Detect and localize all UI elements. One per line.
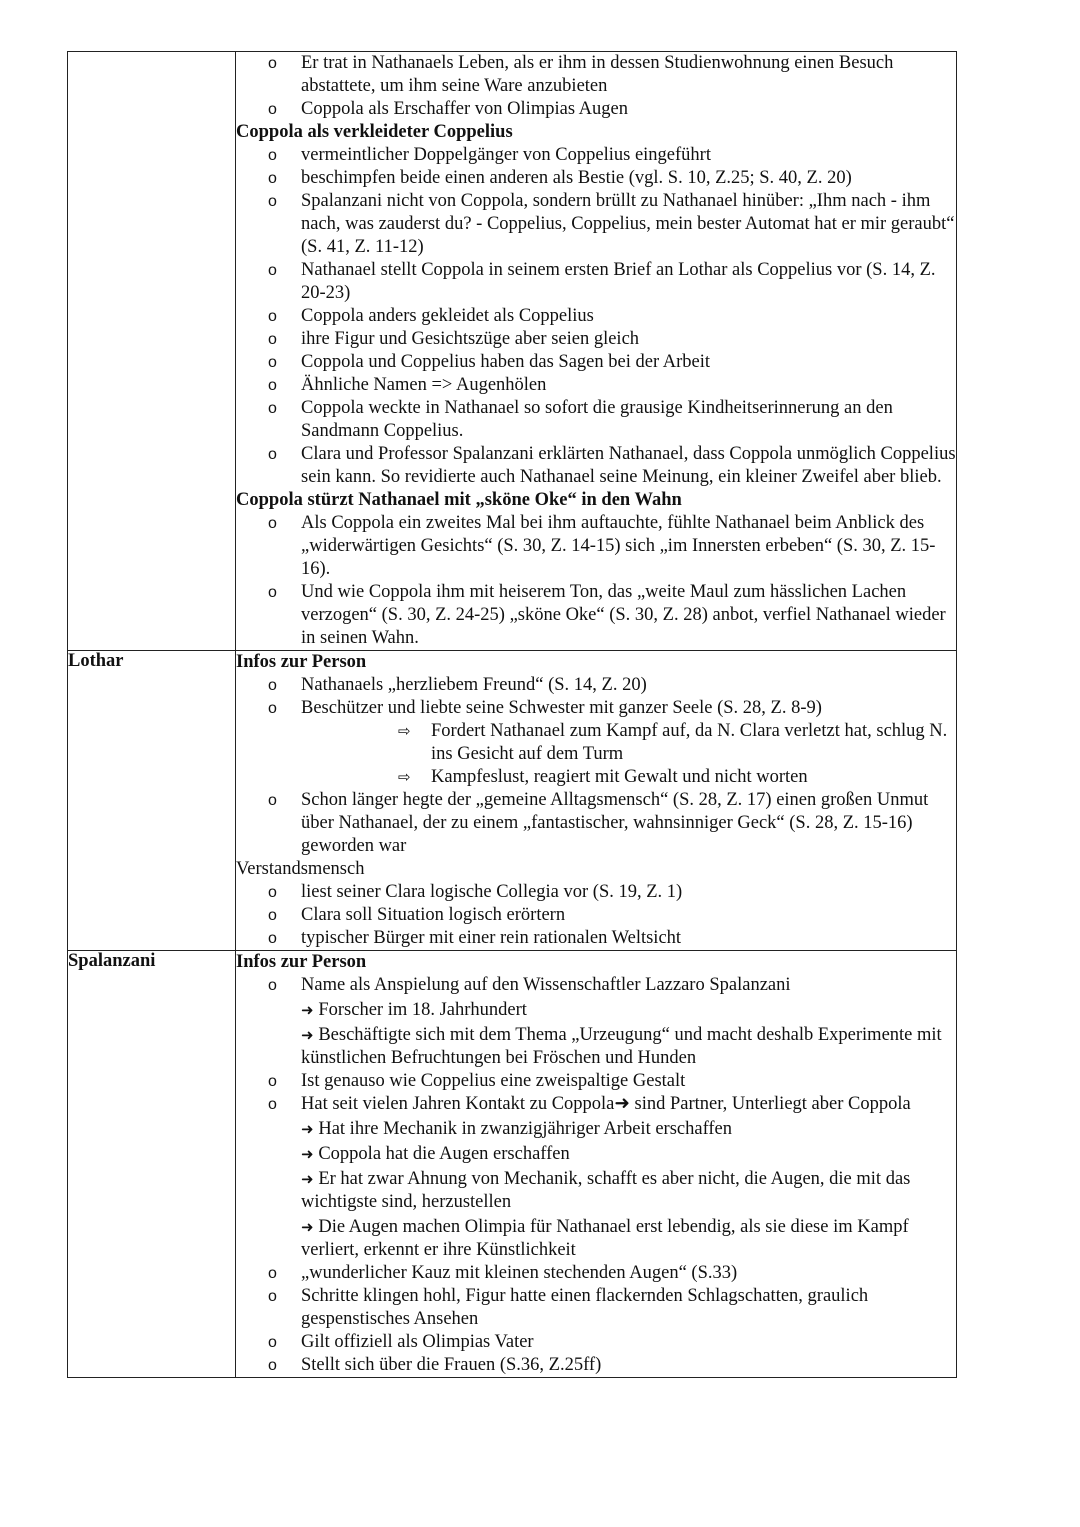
bullet-item (236, 1354, 956, 1377)
circle-bullet-icon: o (268, 446, 277, 463)
bullet-item (236, 305, 956, 328)
bullet-item (236, 674, 956, 697)
bullet-item (236, 974, 956, 997)
hollow-arrow-icon: ⇨ (398, 768, 411, 786)
bullet-text: Fordert Nathanael zum Kampf auf, da N. Clara verletzt hat, schlug N. ins Gesicht auf dem Turm (431, 721, 948, 764)
bullet-item (236, 1093, 956, 1116)
bullet-text: Coppola anders gekleidet als Coppelius (301, 306, 594, 326)
bullet-text: Clara soll Situation logisch erörtern (301, 905, 566, 925)
sub-bullet-item (236, 766, 956, 789)
circle-bullet-icon: o (268, 977, 277, 994)
bullet-item (236, 1070, 956, 1093)
table-row (68, 52, 957, 651)
circle-bullet-icon: o (268, 1096, 277, 1113)
bullet-text: Clara und Professor Spalanzani erklärten Nathanael, dass Coppola unmöglich Coppelius sein kann. So revidierte auch Nathanael seine Meinung, ein kleiner Zweifel aber blieb. (301, 444, 956, 487)
table-row (68, 951, 957, 1378)
circle-bullet-icon: o (268, 354, 277, 371)
circle-bullet-icon: o (268, 400, 277, 417)
circle-bullet-icon: o (268, 101, 277, 118)
arrow-text: Beschäftigte sich mit dem Thema „Urzeugung“ und macht deshalb Experimente mit künstlichen Befruchtungen bei Fröschen und Hunden (301, 1025, 942, 1068)
circle-bullet-icon: o (268, 792, 277, 809)
bullet-item (236, 789, 956, 858)
bullet-text: Nathanaels „herzliebem Freund“ (S. 14, Z. 20) (301, 675, 647, 695)
circle-bullet-icon: o (268, 262, 277, 279)
bullet-text: Coppola und Coppelius haben das Sagen bei der Arbeit (301, 352, 710, 372)
bullet-text: Gilt offiziell als Olimpias Vater (301, 1332, 534, 1352)
arrow-text: Die Augen machen Olimpia für Nathanael erst lebendig, als sie diese im Kampf verliert, erkennt er ihre Künstlichkeit (301, 1217, 909, 1260)
circle-bullet-icon: o (268, 170, 277, 187)
bullet-item (236, 351, 956, 374)
bullet-text: Nathanael stellt Coppola in seinem ersten Brief an Lothar als Coppelius vor (S. 14, Z. 20-23) (301, 260, 936, 303)
bullet-text: ihre Figur und Gesichtszüge aber seien gleich (301, 329, 640, 349)
bullet-text: Ist genauso wie Coppelius eine zweispaltige Gestalt (301, 1071, 686, 1091)
circle-bullet-icon: o (268, 677, 277, 694)
circle-bullet-icon: o (268, 515, 277, 532)
arrow-text: Coppola hat die Augen erschaffen (318, 1144, 570, 1164)
bullet-text: Und wie Coppola ihm mit heiserem Ton, das „weite Maul zum hässlichen Lachen verzogen“ (S. 30, Z. 24-25) „sköne Oke“ (S. 30, Z. 28) anbot, verfiel Nathanael wieder in seinen Wahn. (301, 582, 946, 648)
character-notes-cell (236, 651, 957, 951)
bullet-item (236, 98, 956, 121)
hollow-arrow-icon: ⇨ (398, 722, 411, 740)
bullet-item (236, 1331, 956, 1354)
right-arrow-icon: ➜ (301, 1170, 319, 1188)
arrow-item (236, 1143, 956, 1166)
circle-bullet-icon: o (268, 331, 277, 348)
circle-bullet-icon: o (268, 147, 277, 164)
bullet-text: liest seiner Clara logische Collegia vor (S. 19, Z. 1) (301, 882, 683, 902)
bullet-text: Als Coppola ein zweites Mal bei ihm auftauchte, fühlte Nathanael beim Anblick des „widerwärtigen Gesichts“ (S. 30, Z. 14-15) sich „im Innersten erbeben“ (S. 30, Z. 15-16). (301, 513, 936, 579)
bullet-item (236, 443, 956, 489)
circle-bullet-icon: o (268, 55, 277, 72)
right-arrow-icon: ➜ (301, 1026, 319, 1044)
bullet-text: Schritte klingen hohl, Figur hatte einen flackernden Schlagschatten, graulich gespenstisches Ansehen (301, 1286, 869, 1329)
character-notes-cell (236, 52, 957, 651)
bullet-item (236, 1262, 956, 1285)
right-arrow-icon: ➜ (301, 1001, 319, 1019)
bullet-text: Name als Anspielung auf den Wissenschaftler Lazzaro Spalanzani (301, 975, 791, 995)
circle-bullet-icon: o (268, 1357, 277, 1374)
table-row (68, 651, 957, 951)
circle-bullet-icon: o (268, 308, 277, 325)
character-table (67, 51, 957, 1378)
bullet-text: Er trat in Nathanaels Leben, als er ihm in dessen Studienwohnung einen Besuch abstattete, um ihm seine Ware anzubieten (301, 53, 894, 96)
arrow-item (236, 1216, 956, 1262)
bullet-text: typischer Bürger mit einer rein rationalen Weltsicht (301, 928, 682, 948)
bullet-item (236, 881, 956, 904)
bullet-item (236, 328, 956, 351)
bullet-item (236, 144, 956, 167)
bullet-item (236, 190, 956, 259)
circle-bullet-icon: o (268, 1073, 277, 1090)
section-heading: Coppola stürzt Nathanael mit „sköne Oke“ in den Wahn (236, 490, 682, 510)
right-arrow-icon: ➜ (301, 1218, 319, 1236)
circle-bullet-icon: o (268, 1288, 277, 1305)
circle-bullet-icon: o (268, 884, 277, 901)
right-arrow-icon: ➜ (301, 1145, 319, 1163)
bullet-text: Coppola als Erschaffer von Olimpias Augen (301, 99, 628, 119)
circle-bullet-icon: o (268, 700, 277, 717)
bullet-item (236, 167, 956, 190)
circle-bullet-icon: o (268, 193, 277, 210)
arrow-text: Forscher im 18. Jahrhundert (318, 1000, 527, 1020)
bullet-item (236, 374, 956, 397)
bullet-item (236, 512, 956, 581)
circle-bullet-icon: o (268, 377, 277, 394)
arrow-item (236, 1024, 956, 1070)
bullet-text: Kampfeslust, reagiert mit Gewalt und nicht worten (431, 767, 808, 787)
bullet-item (236, 397, 956, 443)
bullet-text: „wunderlicher Kauz mit kleinen stechenden Augen“ (S.33) (301, 1263, 738, 1283)
arrow-item (236, 999, 956, 1022)
bullet-text: Coppola weckte in Nathanael so sofort die grausige Kindheitserinnerung an den Sandmann Coppelius. (301, 398, 893, 441)
circle-bullet-icon: o (268, 1265, 277, 1282)
circle-bullet-icon: o (268, 584, 277, 601)
circle-bullet-icon: o (268, 1334, 277, 1351)
character-name-cell: Lothar (68, 651, 236, 951)
circle-bullet-icon: o (268, 907, 277, 924)
bullet-text: vermeintlicher Doppelgänger von Coppelius eingeführt (301, 145, 711, 165)
arrow-item (236, 1168, 956, 1214)
right-arrow-icon: ➜ (301, 1120, 319, 1138)
bullet-text: Beschützer und liebte seine Schwester mit ganzer Seele (S. 28, Z. 8-9) (301, 698, 822, 718)
section-heading: Coppola als verkleideter Coppelius (236, 122, 513, 142)
arrow-text: Hat ihre Mechanik in zwanzigjähriger Arbeit erschaffen (318, 1119, 733, 1139)
character-notes-cell (236, 951, 957, 1378)
section-label: Verstandsmensch (236, 859, 365, 879)
arrow-text: Er hat zwar Ahnung von Mechanik, schafft es aber nicht, die Augen, die mit das wichtigste sind, herzustellen (301, 1169, 911, 1212)
bullet-text: Spalanzani nicht von Coppola, sondern brüllt zu Nathanael hinüber: „Ihm nach - ihm nach, was zauderst du? - Coppelius, Coppelius, mein bester Automat hat er mir geraubt“ (S. 41, Z. 11-12) (301, 191, 955, 257)
bullet-item (236, 259, 956, 305)
bullet-item (236, 904, 956, 927)
bullet-text: Stellt sich über die Frauen (S.36, Z.25ff) (301, 1355, 602, 1375)
section-heading: Infos zur Person (236, 952, 367, 972)
bullet-text: Schon länger hegte der „gemeine Alltagsmensch“ (S. 28, Z. 17) einen großen Unmut über Nathanael, der zu einem „fantastischer, wahnsinniger Geck“ (S. 28, Z. 15-16) geworden war (301, 790, 929, 856)
bullet-item (236, 581, 956, 650)
bullet-item (236, 1285, 956, 1331)
character-name-cell (68, 52, 236, 651)
bullet-item (236, 52, 956, 98)
bullet-text: Hat seit vielen Jahren Kontakt zu Coppola➜ sind Partner, Unterliegt aber Coppola (301, 1094, 911, 1114)
bullet-text: beschimpfen beide einen anderen als Bestie (vgl. S. 10, Z.25; S. 40, Z. 20) (301, 168, 852, 188)
sub-bullet-item (236, 720, 956, 766)
section-heading: Infos zur Person (236, 652, 367, 672)
table-body (68, 52, 957, 1378)
bullet-item (236, 927, 956, 950)
bullet-item (236, 697, 956, 720)
arrow-item (236, 1118, 956, 1141)
bullet-text: Ähnliche Namen => Augenhölen (301, 375, 547, 395)
circle-bullet-icon: o (268, 930, 277, 947)
character-name-cell: Spalanzani (68, 951, 236, 1378)
